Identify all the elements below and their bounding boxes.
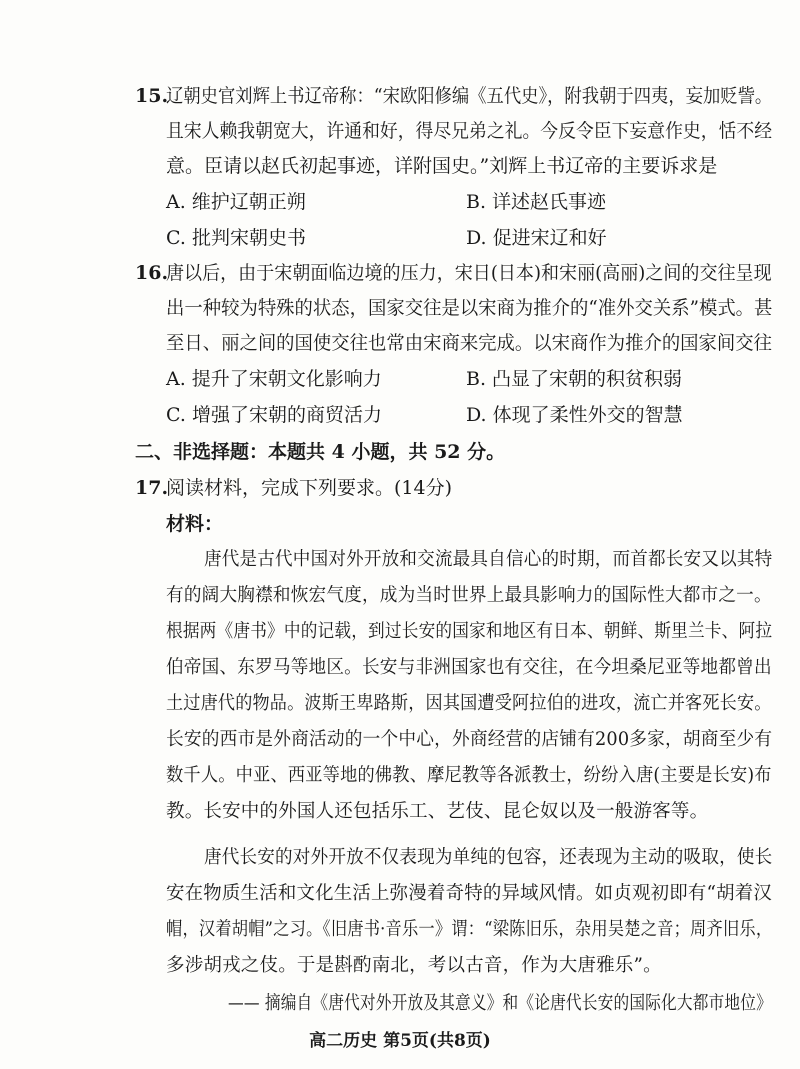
material-para1-line-7: 数千人。中亚、西亚等地的佛教、摩尼教等各派教士，纷纷入唐(主要是长安)布 (166, 765, 772, 786)
q15-option-d: D. 促进宋辽和好 (466, 227, 607, 249)
q16-option-b: B. 凸显了宋朝的积贫积弱 (466, 368, 683, 390)
q16-option-c: C. 增强了宋朝的商贸活力 (166, 404, 382, 426)
section-heading: 二、非选择题：本题共 4 小题，共 52 分。 (135, 441, 506, 463)
material-para2-line-3: 帽，汉着胡帽”之习。《旧唐书·音乐一》谓：“梁陈旧乐，杂用吴楚之音；周齐旧乐， (166, 919, 773, 940)
q15-number: 15. (135, 85, 169, 107)
q15-option-a: A. 维护辽朝正朔 (166, 191, 306, 213)
q16-option-a: A. 提升了宋朝文化影响力 (166, 368, 382, 390)
material-para1-line-4: 伯帝国、东罗马等地区。长安与非洲国家也有交往，在今坦桑尼亚等地都曾出 (166, 657, 772, 678)
q16-option-d: D. 体现了柔性外交的智慧 (466, 404, 683, 426)
q15-line-3: 意。臣请以赵氏初起事迹，详附国史。”刘辉上书辽帝的主要诉求是 (166, 155, 718, 177)
q16-line-2: 出一种较为特殊的状态，国家交往是以宋商为推介的“准外交关系”模式。甚 (166, 297, 773, 319)
material-para2-line-1: 唐代长安的对外开放不仅表现为单纯的包容，还表现为主动的吸取，使长 (204, 847, 773, 868)
material-para1-line-6: 长安的西市是外商活动的一个中心，外商经营的店铺有200多家，胡商至少有 (166, 729, 773, 750)
q17-number: 17. (135, 477, 169, 499)
material-para1-line-5: 土过唐代的物品。波斯王卑路斯，因其国遭受阿拉伯的进攻，流亡并客死长安。 (166, 693, 772, 714)
material-para2-line-4: 多涉胡戎之伎。于是斟酌南北，考以古音，作为大唐雅乐”。 (166, 955, 662, 976)
material-para1-line-8: 教。长安中的外国人还包括乐工、艺伎、昆仑奴以及一般游客等。 (166, 801, 709, 822)
q15-option-c: C. 批判宋朝史书 (166, 227, 306, 249)
material-source: —— 摘编自《唐代对外开放及其意义》和《论唐代长安的国际化大都市地位》 (228, 993, 772, 1014)
q16-number: 16. (135, 262, 169, 284)
material-para1-line-2: 有的阔大胸襟和恢宏气度，成为当时世界上最具影响力的国际性大都市之一。 (166, 585, 772, 606)
material-para1-line-1: 唐代是古代中国对外开放和交流最具自信心的时期，而首都长安又以其特 (204, 549, 773, 570)
q16-line-1: 唐以后，由于宋朝面临边境的压力，宋日(日本)和宋丽(高丽)之间的交往呈现 (166, 262, 772, 284)
q15-line-1: 辽朝史官刘辉上书辽帝称：“宋欧阳修编《五代史》，附我朝于四夷，妄加贬訾。 (166, 85, 773, 107)
page-footer: 高二历史 第5页(共8页) (309, 1031, 491, 1051)
q17-instruction: 阅读材料，完成下列要求。(14分) (166, 477, 453, 499)
material-label: 材料： (166, 513, 224, 535)
q15-line-2: 且宋人赖我朝宽大，许通和好，得尽兄弟之礼。今反令臣下妄意作史，恬不经 (166, 120, 773, 142)
material-para1-line-3: 根据两《唐书》中的记载，到过长安的国家和地区有日本、朝鲜、斯里兰卡、阿拉 (166, 621, 773, 642)
material-para2-line-2: 安在物质生活和文化生活上弥漫着奇特的异域风情。如贞观初即有“胡着汉 (166, 883, 773, 904)
q15-option-b: B. 详述赵氏事迹 (466, 191, 607, 213)
q16-line-3: 至日、丽之间的国使交往也常由宋商来完成。以宋商作为推介的国家间交往 (166, 332, 773, 354)
